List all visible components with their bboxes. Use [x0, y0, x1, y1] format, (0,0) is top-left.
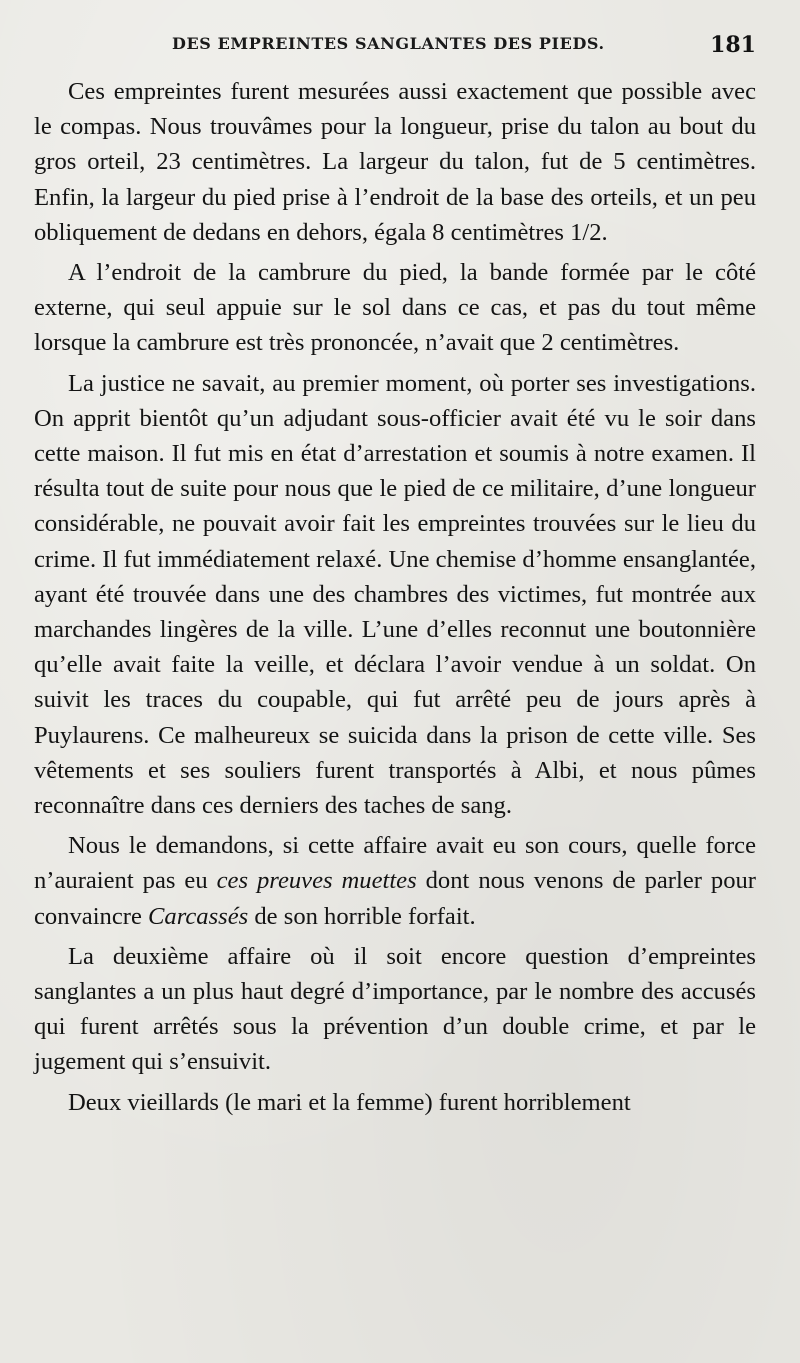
paragraph-investigation: La justice ne savait, au premier moment, où porter ses investigations. On apprit bientôt qu’un adjudant sous-officier avait été vu le soir dans cette maison. Il fut mis en état d’arrestation et soumis à notre examen. Il résulta tout de suite pour nous que le pied de ce militaire, d’une longueur considérable, ne pouvait avoir fait les empreintes trouvées sur le lieu du crime. Il fut immédiatement relaxé. Une chemise d’homme ensanglantée, ayant été trouvée dans une des chambres des victimes, fut montrée aux marchandes lingères de la ville. L’une d’elles reconnut une boutonnière qu’elle avait faite la veille, et déclara l’avoir vendue à un soldat. On suivit les traces du coupable, qui fut arrêté peu de jours après à Puylaurens. Ce malheureux se suicida dans la prison de cette ville. Ses vêtements et ses souliers furent transportés à Albi, et nous pûmes reconnaître dans ces derniers des taches de sang.: [34, 369, 756, 820]
paragraph-text: Nous le demandons, si cette affaire avait eu son cours, quelle force n’auraient pas eu: [34, 832, 756, 895]
paragraph-text: dont nous venons de parler pour convaincre: [34, 867, 756, 930]
page-header: [32, 34, 756, 64]
paragraph-second-case: La deuxième affaire où il soit encore question d’empreintes sanglantes a un plus haut degré d’importance, par le nombre des accusés qui furent arrêtés sous la prévention d’un double crime, et par le jugement qui s’ensuivit.: [34, 942, 756, 1076]
page-number: 181: [710, 32, 756, 58]
paragraph-measurements: Ces empreintes furent mesurées aussi exactement que possible avec le compas. Nous trouvâmes pour la longueur, prise du talon au bout du gros orteil, 23 centimètres. La largeur du talon, fut de 5 centimètres. Enfin, la largeur du pied prise à l’endroit de la base des orteils, et un peu obliquement de dedans en dehors, égala 8 centimètres 1/2.: [34, 78, 756, 246]
body-text: [34, 74, 756, 1125]
paragraph-muette-evidence: [34, 828, 756, 934]
paragraph-cambrure: A l’endroit de la cambrure du pied, la bande formée par le côté externe, qui seul appuie sur le sol dans ce cas, et pas du tout même lorsque la cambrure est très prononcée, n’avait que 2 centimètres.: [34, 259, 756, 357]
paragraph-old-couple: Deux vieillards (le mari et la femme) furent horriblement: [68, 1088, 631, 1116]
paragraph-text: de son horrible forfait.: [248, 902, 476, 930]
italic-name: Carcassés: [148, 902, 249, 930]
running-title: DES EMPREINTES SANGLANTES DES PIEDS.: [172, 34, 605, 53]
italic-phrase: ces preuves muettes: [216, 867, 417, 895]
